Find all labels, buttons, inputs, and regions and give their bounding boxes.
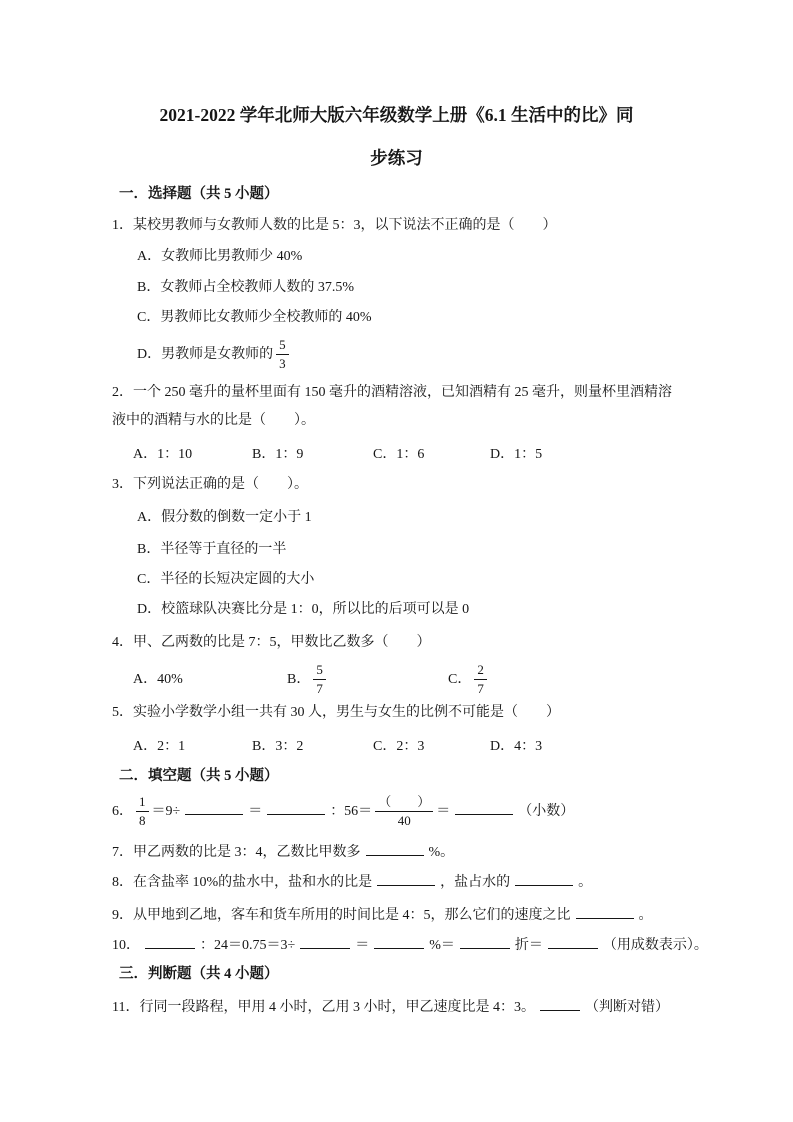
blank-underline <box>576 903 634 919</box>
fraction-numerator: （ ） <box>375 794 433 812</box>
fraction-denominator: 8 <box>139 813 146 829</box>
blank-underline <box>145 933 195 949</box>
blank-underline <box>267 799 325 815</box>
question-6-seg5: （小数） <box>518 804 575 819</box>
question-4-option-c-label: C． <box>448 672 472 687</box>
question-1-option-b: B．女教师占全校教师人数的 37.5% <box>137 280 354 295</box>
question-10-seg2: ：24＝0.75＝3÷ <box>200 938 296 953</box>
blank-underline <box>515 870 573 886</box>
question-2-option-b: B．1：9 <box>252 447 304 462</box>
question-10-seg6: （用成数表示）。 <box>602 938 708 953</box>
question-10-seg3: ＝ <box>355 938 370 953</box>
question-2-stem-line1: 2．一个 250 毫升的量杯里面有 150 毫升的酒精溶液，已知酒精有 25 毫升，则量杯里酒精溶 <box>112 385 672 400</box>
blank-underline <box>460 933 510 949</box>
question-8-seg3: 。 <box>578 875 593 890</box>
fraction <box>474 662 487 697</box>
question-3-stem: 3．下列说法正确的是（ ）。 <box>112 477 308 492</box>
blank-underline <box>300 933 350 949</box>
blank-underline <box>540 995 580 1011</box>
question-2-option-a: A．1：10 <box>133 447 193 462</box>
section-header-fill-blank: 二．填空题（共 5 小题） <box>119 768 279 784</box>
question-6-seg2: ＝ <box>248 804 263 819</box>
question-5-option-b: B．3：2 <box>252 739 304 754</box>
question-7 <box>112 837 454 869</box>
question-11-seg1: 11．行同一段路程，甲用 4 小时，乙用 3 小时，甲乙速度比是 4：3。 <box>112 1000 535 1015</box>
fraction <box>136 794 149 829</box>
question-2-option-d: D．1：5 <box>490 447 543 462</box>
question-8 <box>112 867 592 899</box>
question-3-option-d: D．校篮球队决赛比分是 1：0，所以比的后项可以是 0 <box>137 602 470 617</box>
question-9-seg1: 9．从甲地到乙地，客车和货车所用的时间比是 4：5，那么它们的速度之比 <box>112 908 571 923</box>
question-1-stem: 1．某校男教师与女教师人数的比是 5：3，以下说法不正确的是（ ） <box>112 218 557 233</box>
question-8-seg2: ，盐占水的 <box>440 875 511 890</box>
blank-underline <box>185 799 243 815</box>
question-4-option-a: A．40% <box>133 672 183 687</box>
question-5-option-a: A．2：1 <box>133 739 186 754</box>
fraction <box>375 794 433 829</box>
question-2-option-c: C．1：6 <box>373 447 425 462</box>
page-title-line1: 2021-2022 学年北师大版六年级数学上册《6.1 生活中的比》同 <box>159 105 634 125</box>
fraction-denominator: 40 <box>397 813 411 829</box>
question-6-seg1: ＝9÷ <box>151 804 181 819</box>
fraction-denominator: 7 <box>316 681 323 697</box>
question-3-option-b: B．半径等于直径的一半 <box>137 542 287 557</box>
question-5-option-c: C．2：3 <box>373 739 425 754</box>
question-5-option-d: D．4：3 <box>490 739 543 754</box>
question-10-seg4: %＝ <box>429 938 455 953</box>
question-10-seg1: 10． <box>112 938 140 953</box>
question-4-option-b-label: B． <box>287 672 311 687</box>
question-5-stem: 5．实验小学数学小组一共有 30 人，男生与女生的比例不可能是（ ） <box>112 705 560 720</box>
question-6-seg3: ：56＝ <box>330 804 373 819</box>
question-3-option-a: A．假分数的倒数一定小于 1 <box>137 510 312 525</box>
question-9 <box>112 900 653 932</box>
question-11-seg2: （判断对错） <box>584 1000 669 1015</box>
question-7-seg1: 7．甲乙两数的比是 3：4，乙数比甲数多 <box>112 845 361 860</box>
question-9-seg2: 。 <box>638 908 653 923</box>
section-header-choice: 一．选择题（共 5 小题） <box>119 186 279 202</box>
blank-underline <box>377 870 435 886</box>
question-11 <box>112 992 669 1024</box>
fraction-numerator: 5 <box>276 337 289 355</box>
fraction-numerator: 2 <box>474 662 487 680</box>
question-6-seg4: ＝ <box>436 804 451 819</box>
question-3-option-c: C．半径的长短决定圆的大小 <box>137 572 315 587</box>
page-title-line2: 步练习 <box>370 148 423 168</box>
question-6 <box>112 786 574 838</box>
section-header-true-false: 三．判断题（共 4 小题） <box>119 966 279 982</box>
question-6-number: 6． <box>112 804 133 819</box>
question-1-option-d <box>137 330 292 380</box>
fraction-denominator: 3 <box>279 356 286 372</box>
question-2-stem-line2: 液中的酒精与水的比是（ ）。 <box>112 413 315 428</box>
blank-underline <box>374 933 424 949</box>
question-1-option-d-text: D．男教师是女教师的 <box>137 347 274 362</box>
question-8-seg1: 8．在含盐率 10%的盐水中，盐和水的比是 <box>112 875 373 890</box>
fraction <box>313 662 326 697</box>
fraction-denominator: 7 <box>477 681 484 697</box>
blank-underline <box>366 840 424 856</box>
fraction <box>276 337 289 372</box>
question-4-stem: 4．甲、乙两数的比是 7：5，甲数比乙数多（ ） <box>112 635 431 650</box>
fraction-numerator: 5 <box>313 662 326 680</box>
question-10-seg5: 折＝ <box>514 938 543 953</box>
question-1-option-a: A．女教师比男教师少 40% <box>137 249 303 264</box>
question-1-option-c: C．男教师比女教师少全校教师的 40% <box>137 310 372 325</box>
blank-underline <box>455 799 513 815</box>
question-7-seg2: %。 <box>428 845 455 860</box>
blank-underline <box>548 933 598 949</box>
fraction-numerator: 1 <box>136 794 149 812</box>
